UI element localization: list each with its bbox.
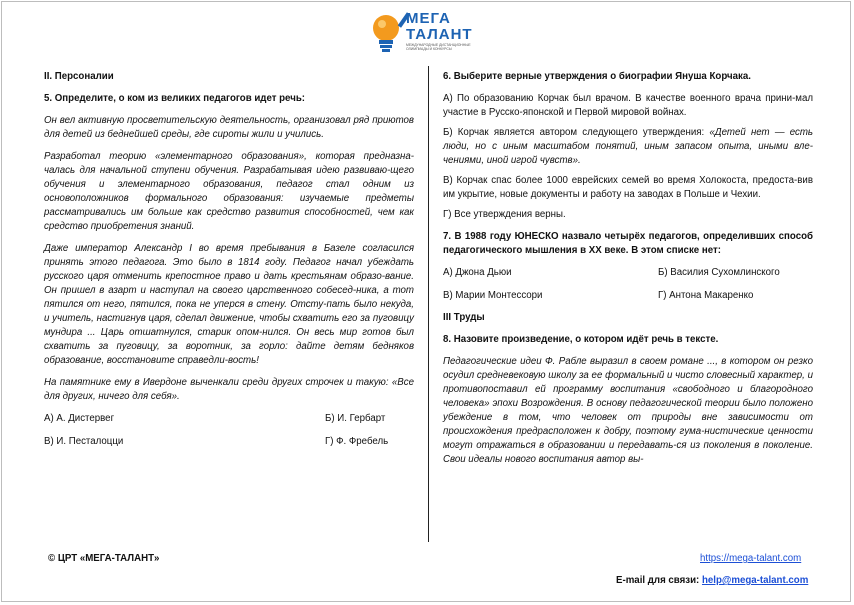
- option-b: Б) И. Гербарт: [325, 413, 386, 424]
- option-a: А) Джона Дьюи: [443, 267, 512, 278]
- footer-contact: [616, 575, 808, 586]
- question-5-paragraph-2: Разработал теорию «элементарного образования», которая предназна-чалась для начальной ступени обучения. Разрабатывая идею развиваю-щего обучения и элементарного образования, педагог стал одним из основоположников формального образования: изучаемые предметы рассматривались им больше как средство развития способностей, чем как средство приобретения знаний.: [44, 151, 414, 232]
- lightbulb-icon: [373, 15, 399, 52]
- question-6-title: 6. Выберите верные утверждения о биографии Януша Корчака.: [443, 71, 751, 82]
- footer-copyright: © ЦРТ «МЕГА-ТАЛАНТ»: [48, 553, 160, 564]
- contact-label: E-mail для связи:: [616, 575, 702, 586]
- column-divider: [428, 66, 429, 542]
- option-d: Г) Антона Макаренко: [658, 290, 754, 301]
- question-6-statement-b: [443, 126, 813, 168]
- logo-line1: МЕГА: [406, 10, 451, 27]
- question-5-paragraph-4: На памятнике ему в Ивердоне выченкали среди других строчек и такую: «Все для других, ничего для себя».: [44, 377, 414, 402]
- email-link[interactable]: help@mega-talant.com: [701, 575, 809, 586]
- option-c: В) И. Песталоцци: [44, 436, 124, 447]
- question-6-statement-d: Г) Все утверждения верны.: [443, 209, 566, 220]
- question-5-paragraph-3: Даже император Александр I во время пребывания в Базеле согласился принять этого педагога. Это было в 1814 году. Педагог начал убеждать русского царя отменить крепостное право и дать крестьянам образо-вание. Он пришел в азарт и наступал на своего царственного собесед-ника, а тот пятился от него, пятился, пока не уперся в стену. Отсту-пать было некуда, и учитель, настигнув царя, сделал движение, чтобы схватить его за пуговицу мундира ... Царь отшатнулся, старик опом-нился. Он весь мир готов был схватить за пуговицу, за воротник, за горло: дайте детям бедняков образование, восстановите справедли-вость!: [44, 243, 414, 366]
- question-7-title: 7. В 1988 году ЮНЕСКО назвало четырёх педагогов, определивших способ педагогического мышления в XX веке. В этом списке нет:: [443, 231, 813, 256]
- question-5-title: 5. Определите, о ком из великих педагогов идет речь:: [44, 93, 306, 104]
- option-a: А) А. Дистервег: [44, 413, 115, 424]
- document-page: [1, 1, 851, 602]
- question-8-title: 8. Назовите произведение, о котором идёт речь в тексте.: [443, 334, 719, 345]
- option-d: Г) Ф. Фребель: [325, 436, 389, 447]
- right-column: [443, 70, 813, 467]
- statement-b-prefix: Б) Корчак является автором следующего утверждения:: [443, 127, 710, 138]
- question-7-options: [443, 266, 813, 303]
- option-b: Б) Василия Сухомлинского: [658, 267, 780, 278]
- section-heading-personalities: II. Персоналии: [44, 71, 114, 82]
- question-8-text: Педагогические идеи Ф. Рабле выразил в своем романе ..., в котором он резко осудил средневековую школу за ее формальный и чисто словесный характер, и противопоставил ей программу воспитания «свободного и благородного человека» эпохи Возрождения. В основу педагогической теории было положено убеждение в том, что человек от природы вне зависимости от происхождения предрасположен к добру, поэтому гума-нистические ценности могут отражаться в образовании и передавать-ся из поколения в поколение. Свои идеалы нового воспитания автор вы-: [443, 356, 813, 465]
- question-6-statement-c: В) Корчак спас более 1000 еврейских семей во время Холокоста, предоста-вив им укрытие, новые документы и работу на заводах в Польше и Чехии.: [443, 175, 813, 200]
- question-5-options: [44, 412, 414, 449]
- question-6-statement-a: А) По образованию Корчак был врачом. В качестве военного врача прини-мал участие в Русско-японской и Первой мировой войнах.: [443, 93, 813, 118]
- footer-site-link[interactable]: https://mega-talant.com: [700, 553, 802, 564]
- section-heading-works: III Труды: [443, 312, 485, 323]
- left-column: [44, 70, 414, 449]
- logo-text: [406, 11, 486, 51]
- statement-b-quote: «Детей нет — есть люди, но с иным масштабом понятий, иным запасом опыта, иными вле-чениями, иной игрой чувств».: [443, 127, 813, 166]
- question-5-paragraph-1: Он вел активную просветительскую деятельность, организовал ряд приютов для детей из беднейшей среды, где сироты жили и учились.: [44, 115, 414, 140]
- option-c: В) Марии Монтессори: [443, 290, 543, 301]
- logo-subtitle: МЕЖДУНАРОДНЫЕ ДИСТАНЦИОННЫЕ ОЛИМПИАДЫ И КОНКУРСЫ: [406, 43, 471, 51]
- logo-line2: ТАЛАНТ: [406, 26, 473, 43]
